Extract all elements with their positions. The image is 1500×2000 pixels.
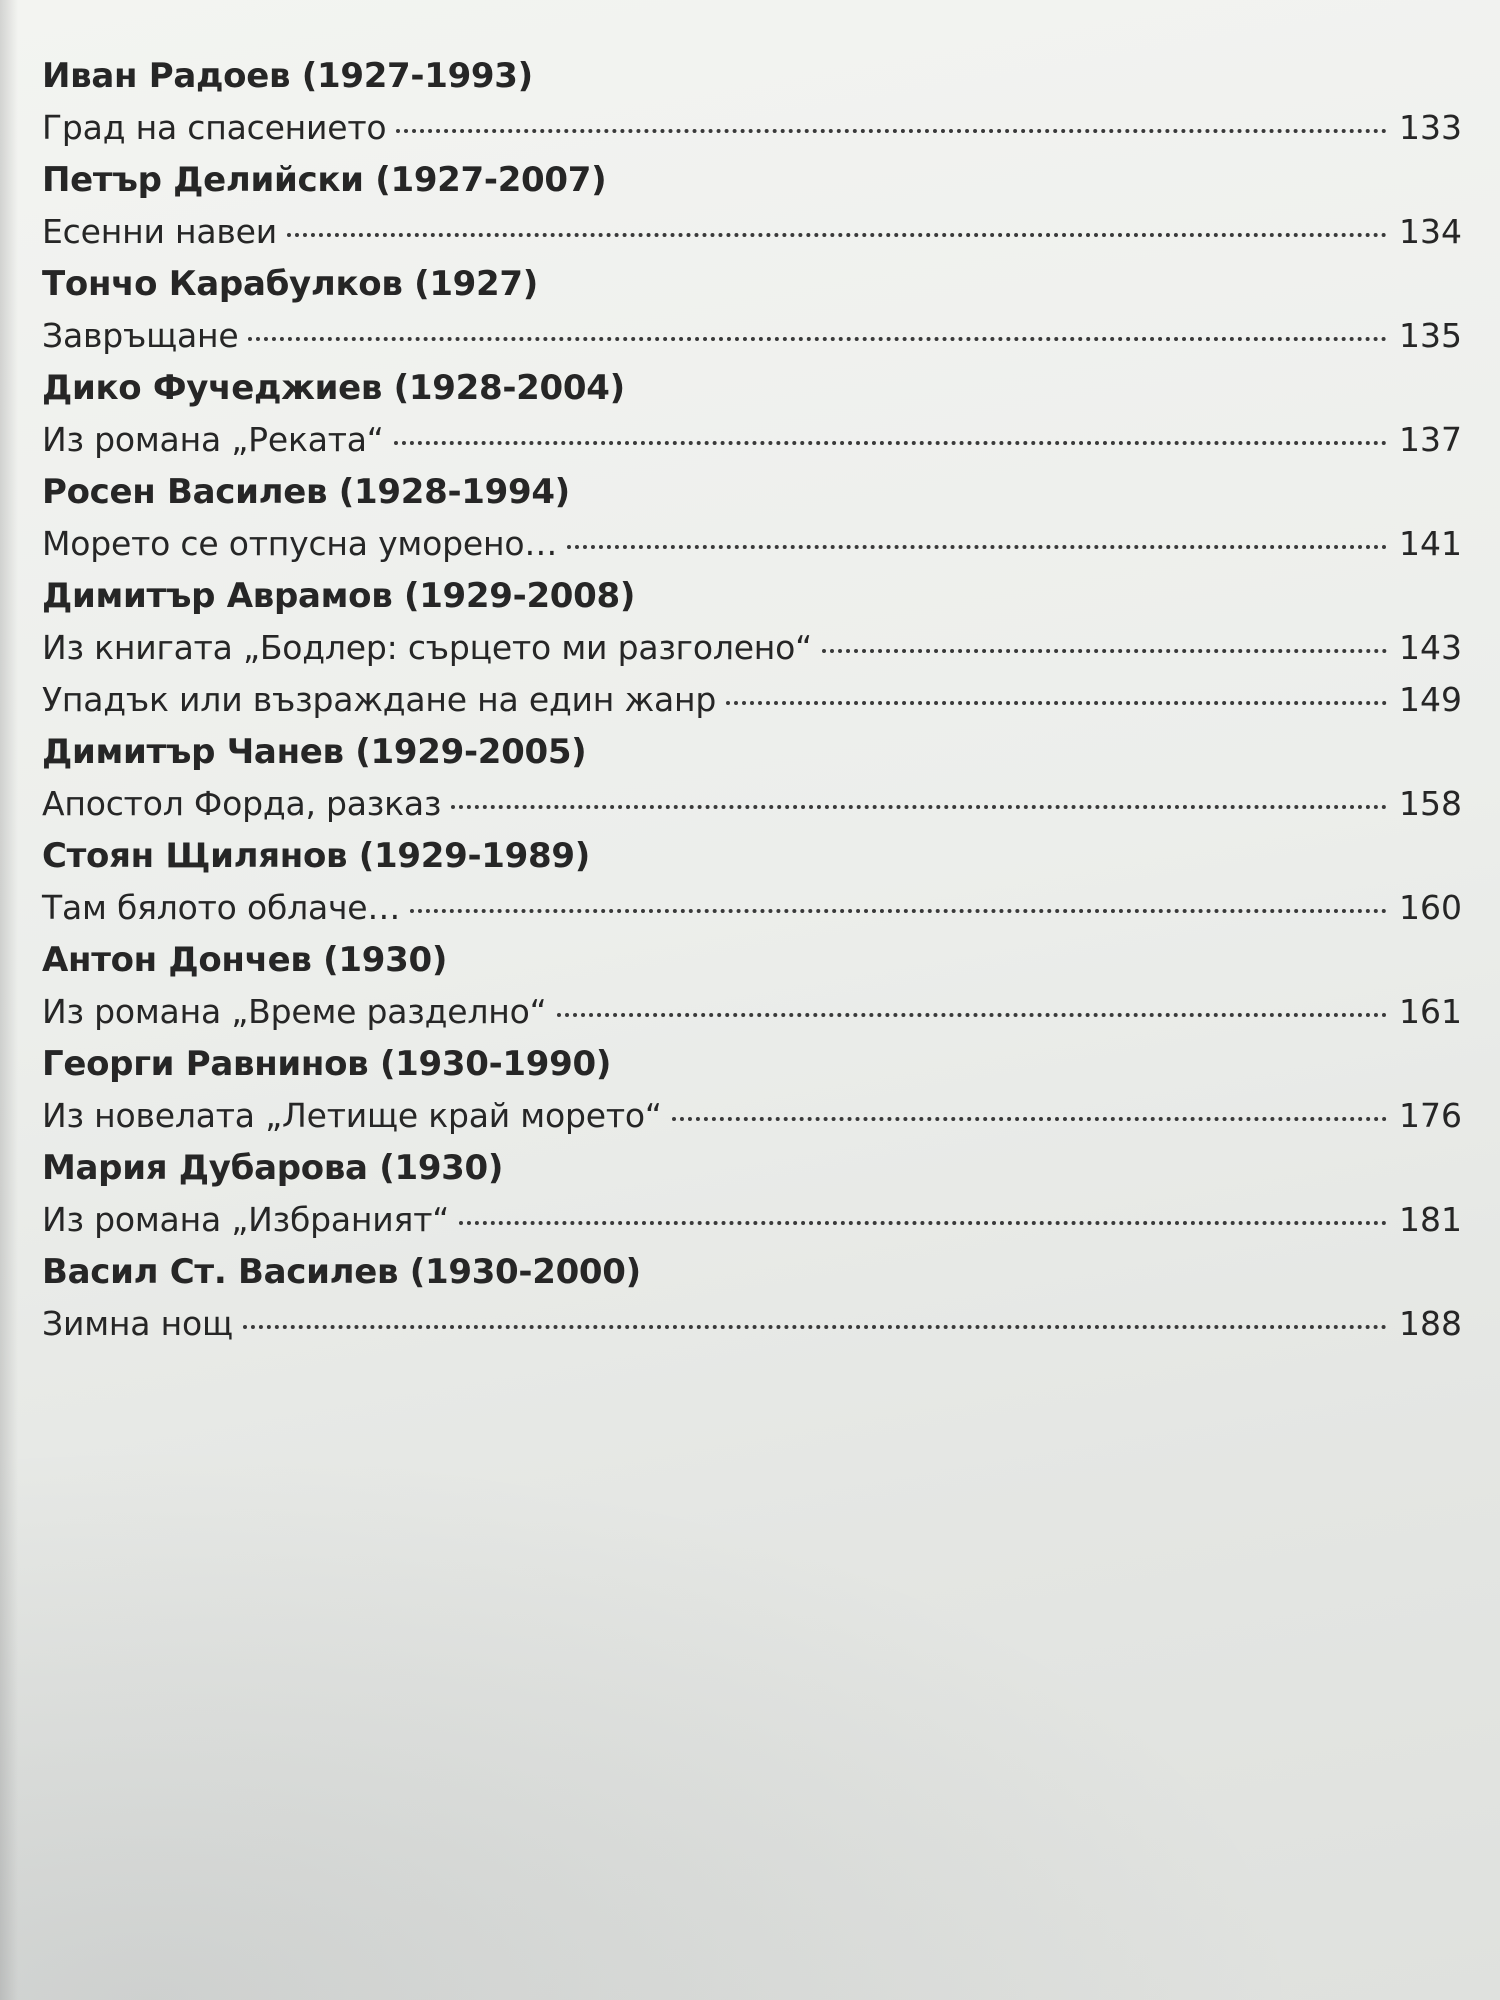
work-line xyxy=(42,986,1462,1038)
toc-entry xyxy=(42,934,1462,1038)
work-title: Зимна нощ xyxy=(42,1304,233,1343)
dot-leader xyxy=(672,1117,1387,1121)
page-number: 181 xyxy=(1399,1200,1462,1239)
dot-leader xyxy=(726,701,1387,705)
work-title: Из романа „Време разделно“ xyxy=(42,992,547,1031)
toc-entry xyxy=(42,1246,1462,1350)
work-line xyxy=(42,622,1462,674)
author-heading: Димитър Аврамов (1929-2008) xyxy=(42,576,636,616)
page-binding-edge xyxy=(0,0,18,2000)
author-heading: Стоян Щилянов (1929-1989) xyxy=(42,836,590,876)
page-number: 134 xyxy=(1399,212,1462,251)
work-title: Апостол Форда, разказ xyxy=(42,784,442,823)
dot-leader xyxy=(394,441,1387,445)
author-heading: Димитър Чанев (1929-2005) xyxy=(42,732,587,772)
table-of-contents xyxy=(42,50,1462,1350)
page-number: 141 xyxy=(1399,524,1462,563)
dot-leader xyxy=(248,337,1387,341)
toc-entry xyxy=(42,466,1462,570)
work-title: Из новелата „Летище край морето“ xyxy=(42,1096,662,1135)
author-heading: Петър Делийски (1927-2007) xyxy=(42,160,607,200)
page-number: 176 xyxy=(1399,1096,1462,1135)
toc-entry xyxy=(42,50,1462,154)
work-title: Там бялото облаче… xyxy=(42,888,401,927)
work-line xyxy=(42,414,1462,466)
toc-entry xyxy=(42,1142,1462,1246)
toc-entry xyxy=(42,726,1462,830)
dot-leader xyxy=(396,129,1387,133)
work-line xyxy=(42,206,1462,258)
toc-entry xyxy=(42,830,1462,934)
work-title: Из романа „Реката“ xyxy=(42,420,384,459)
author-heading: Мария Дубарова (1930) xyxy=(42,1148,504,1188)
toc-entry xyxy=(42,154,1462,258)
toc-entry xyxy=(42,570,1462,726)
dot-leader xyxy=(557,1013,1387,1017)
author-heading: Георги Равнинов (1930-1990) xyxy=(42,1044,612,1084)
work-title: Из романа „Избраният“ xyxy=(42,1200,450,1239)
author-heading: Дико Фучеджиев (1928-2004) xyxy=(42,368,625,408)
page-number: 149 xyxy=(1399,680,1462,719)
author-heading: Антон Дончев (1930) xyxy=(42,940,448,980)
work-title: Упадък или възраждане на един жанр xyxy=(42,680,717,719)
author-heading: Васил Ст. Василев (1930-2000) xyxy=(42,1252,641,1292)
dot-leader xyxy=(822,649,1387,653)
work-line xyxy=(42,1090,1462,1142)
page-shadow xyxy=(0,1350,1500,2000)
work-title: Из книгата „Бодлер: сърцето ми разголено“ xyxy=(42,628,813,667)
work-line xyxy=(42,310,1462,362)
work-line xyxy=(42,674,1462,726)
dot-leader xyxy=(243,1325,1387,1329)
page-number: 137 xyxy=(1399,420,1462,459)
page-number: 160 xyxy=(1399,888,1462,927)
page-number: 135 xyxy=(1399,316,1462,355)
page-number: 133 xyxy=(1399,108,1462,147)
work-line xyxy=(42,1298,1462,1350)
work-line xyxy=(42,518,1462,570)
work-line xyxy=(42,1194,1462,1246)
dot-leader xyxy=(459,1221,1387,1225)
work-line xyxy=(42,778,1462,830)
page-number: 158 xyxy=(1399,784,1462,823)
dot-leader xyxy=(451,805,1387,809)
author-heading: Иван Радоев (1927-1993) xyxy=(42,56,533,96)
work-title: Град на спасението xyxy=(42,108,387,147)
work-title: Морето се отпусна уморено… xyxy=(42,524,558,563)
toc-entry xyxy=(42,362,1462,466)
author-heading: Тончо Карабулков (1927) xyxy=(42,264,538,304)
dot-leader xyxy=(410,909,1387,913)
page-number: 143 xyxy=(1399,628,1462,667)
dot-leader xyxy=(567,545,1387,549)
author-heading: Росен Василев (1928-1994) xyxy=(42,472,570,512)
page-number: 188 xyxy=(1399,1304,1462,1343)
toc-entry xyxy=(42,1038,1462,1142)
dot-leader xyxy=(287,233,1387,237)
work-title: Завръщане xyxy=(42,316,239,355)
page-number: 161 xyxy=(1399,992,1462,1031)
work-title: Есенни навеи xyxy=(42,212,277,251)
work-line xyxy=(42,102,1462,154)
toc-entry xyxy=(42,258,1462,362)
work-line xyxy=(42,882,1462,934)
